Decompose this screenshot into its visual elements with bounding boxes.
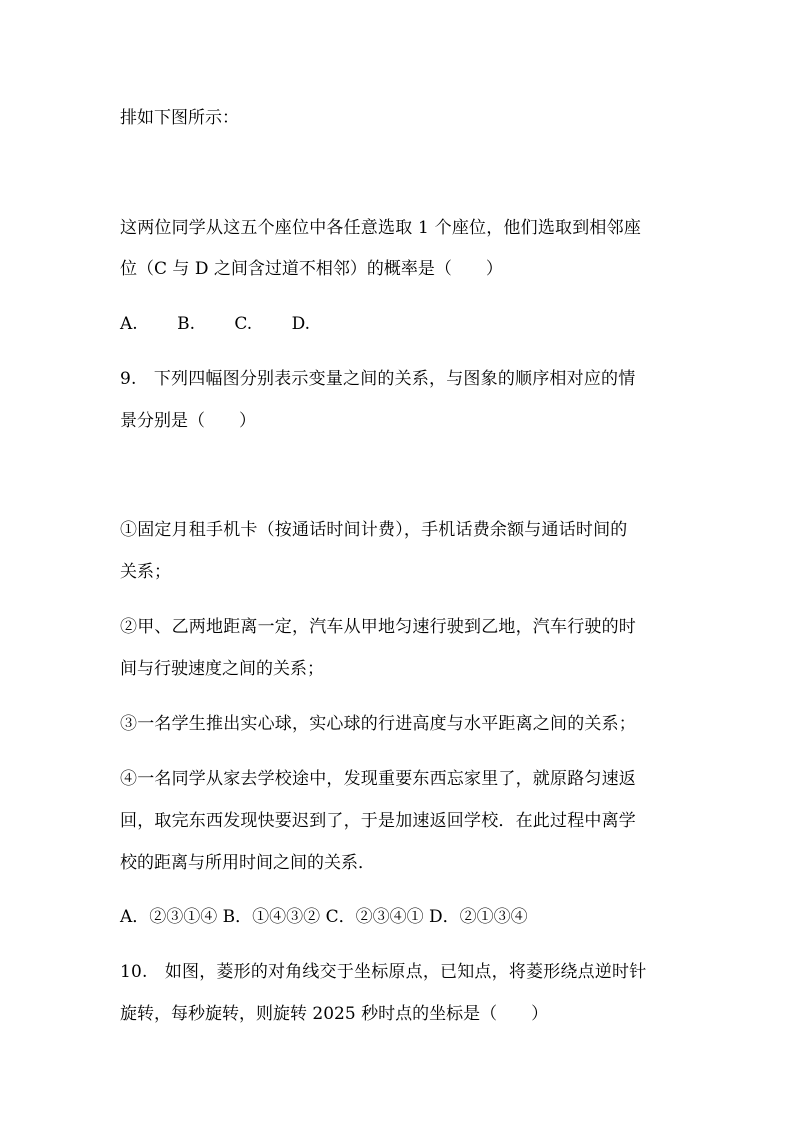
question-9-stem-line-2: 景分别是（ ）: [120, 411, 256, 431]
scenario-3-line: ③一名学生推出实心球，实心球的行进高度与水平距离之间的关系；: [120, 714, 636, 734]
scenario-4-line-2: 回，取完东西发现快要迟到了，于是加速返回学校．在此过程中离学: [120, 811, 636, 831]
text-line-intro: 排如下图所示：: [120, 108, 239, 128]
scenario-4-line-3: 校的距离与所用时间之间的关系．: [120, 853, 375, 873]
question-8-choices: [120, 312, 310, 336]
choice-a: A.: [120, 314, 138, 334]
question-9-choices: A．②③①④ B．①④③② C．②③④① D．②①③④: [120, 907, 528, 927]
scenario-4-line-1: ④一名同学从家去学校途中，发现重要东西忘家里了，就原路匀速返: [120, 769, 636, 789]
question-10-stem-line-2: 旋转，每秒旋转，则旋转 2025 秒时点的坐标是（ ）: [120, 1004, 549, 1024]
question-10-stem-line-1: 10. 如图，菱形的对角线交于坐标原点，已知点，将菱形绕点逆时针: [120, 962, 647, 982]
choice-c: C.: [234, 314, 253, 334]
scenario-1-line-2: 关系；: [120, 562, 171, 582]
question-9-stem-line-1: 9. 下列四幅图分别表示变量之间的关系，与图象的顺序相对应的情: [120, 369, 636, 389]
choice-d: D.: [291, 314, 311, 334]
question-8-stem-line-1: 这两位同学从这五个座位中各任意选取 1 个座位，他们选取到相邻座: [120, 218, 642, 238]
question-8-stem-line-2: 位（C 与 D 之间含过道不相邻）的概率是（ ）: [120, 259, 503, 279]
scenario-1-line-1: ①固定月租手机卡（按通话时间计费），手机话费余额与通话时间的: [120, 520, 628, 540]
scenario-2-line-1: ②甲、乙两地距离一定，汽车从甲地匀速行驶到乙地，汽车行驶的时: [120, 617, 636, 637]
choice-b: B.: [177, 314, 195, 334]
scenario-2-line-2: 间与行驶速度之间的关系；: [120, 659, 324, 679]
